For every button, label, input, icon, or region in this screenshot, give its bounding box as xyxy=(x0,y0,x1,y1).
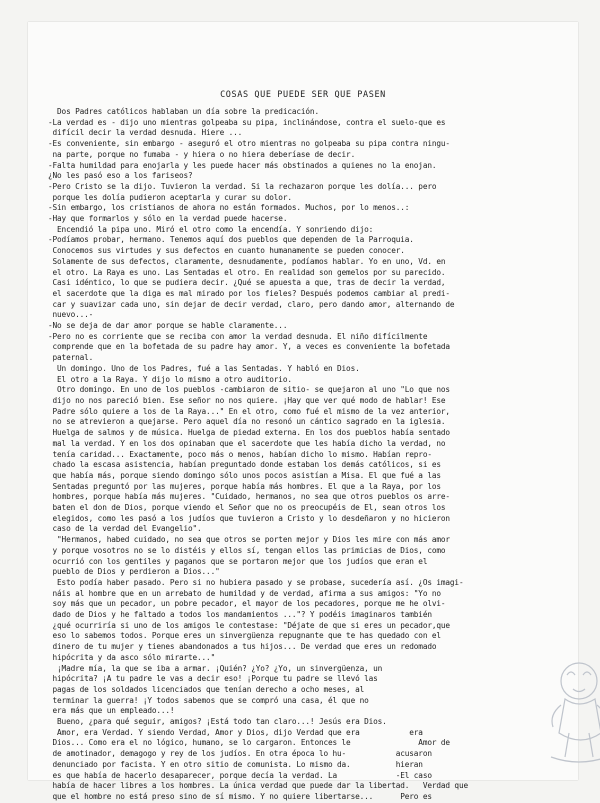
text-line: Amor, era Verdad. Y siendo Verdad, Amor y Dios, dijo Verdad que era era xyxy=(48,727,423,737)
text-line: que el hombre no está preso sino de sí mismo. Y no quiere libertarse... Pero es xyxy=(48,792,432,801)
text-line: -Pero Cristo se la dijo. Tuvieron la verdad. Si la rechazaron porque les dolía... pero xyxy=(48,181,437,191)
text-line: "Hermanos, habed cuidado, no sea que otros se porten mejor y Dios les mire con más amor xyxy=(48,535,450,545)
text-line: ¡Madre mía, la que se iba a armar. ¡Quién? ¿Yo? ¿Yo, un sinvergüenza, un xyxy=(48,663,383,673)
text-line: dinero de tu mujer y tienes abandonados a tus hijos... De verdad que eres un redomado xyxy=(48,642,437,652)
text-line: caso de la verdad del Evangelio". xyxy=(48,524,202,534)
text-line: y porque vosotros no se lo distéis y ellos sí, tengan ellos las primicias de Dios, como xyxy=(48,545,446,555)
text-line: de amotinador, demagogo y rey de los judíos. En otra época lo hu- acusaron xyxy=(48,749,432,759)
text-line: Bueno, ¿para qué seguir, amigos? ¡Está todo tan claro...! Jesús era Dios. xyxy=(48,717,387,727)
text-line: -La verdad es - dijo uno mientras golpeaba su pipa, inclinándose, contra el suelo-que es xyxy=(48,117,446,127)
text-line: el otro. La Raya es uno. Las Sentadas el otro. En realidad son gemelos por su parecido. xyxy=(48,267,446,277)
text-line: hombres, porque había más mujeres. "Cuidado, hermanos, no sea que otros pueblos os arre- xyxy=(48,492,450,502)
text-line: ¿qué ocurriría si uno de los amigos le contestase: "Déjate de que si eres un pecador,que xyxy=(48,620,450,630)
text-line: terminar la guerra! ¡Y todos sabemos que se compró una casa, él que no xyxy=(48,695,369,705)
document-title: COSAS QUE PUEDE SER QUE PASEN xyxy=(220,90,386,100)
text-line: Huelga de salmos y de música. Huelga de piedad externa. En los dos pueblos había sentado xyxy=(48,428,450,438)
text-line: Dos Padres católicos hablaban un día sobre la predicación. xyxy=(48,107,319,116)
text-line: es que había de hacerlo desaparecer, porque decía la verdad. La -El caso xyxy=(48,770,432,780)
text-line: -Sin embargo, los cristianos de ahora no están formados. Muchos, por lo menos..: xyxy=(48,203,410,213)
text-line: -Pero no es corriente que se reciba con amor la verdad desnuda. El niño difícilmente xyxy=(48,331,428,341)
text-line: que había más, porque siendo domingo sólo unos pocos asistían a Misa. El que fué a las xyxy=(48,470,441,480)
text-line: difícil decir la verdad desnuda. Hiere ... xyxy=(48,128,243,138)
text-line: baten el don de Dios, porque viendo el Señor que no os preocupéis de El, sean otros los xyxy=(48,503,446,513)
text-line: paternal. xyxy=(48,353,94,363)
cherub-sketch-icon xyxy=(531,653,600,773)
text-line: el sacerdote que la diga es mal mirado por los fieles? Después podemos cambiar al predi- xyxy=(48,288,450,298)
text-line: náis al hombre que en un arrebato de humildad y de verdad, afirma a sus amigos: "Yo no xyxy=(48,588,441,598)
text-line: Solamente de sus defectos, claramente, desnudamente, podíamos hablar. Yo en uno, Vd. en xyxy=(48,256,446,266)
text-line: elegidos, como les pasó a los judíos que tuvieron a Cristo y lo desdeñaron y no hicieron xyxy=(48,513,450,523)
text-line: Esto podía haber pasado. Pero si no hubiera pasado y se probase, sucedería así. ¿Os imagi- xyxy=(48,577,464,587)
text-line: soy más que un pecador, un pobre pecador, el mayor de los pecadores, porque me he olvi- xyxy=(48,599,446,609)
document-body xyxy=(48,107,578,803)
text-line: Dios... Como era el no lógico, humano, se lo cargaron. Entonces le Amor de xyxy=(48,738,450,748)
text-line: dado de Dios y he faltado a todos los mandamientos ..."? Y podéis imaginaros también xyxy=(48,610,432,620)
text-line: car y suavizar cada uno, sin dejar de decir verdad, claro, pero dando amor, alternando de xyxy=(48,299,455,309)
text-line: -Es conveniente, sin embargo - aseguró el otro mientras no golpeaba su pipa contra ningu- xyxy=(48,139,450,149)
text-line: ocurrió con los gentiles y paganos que se portaron mejor que los judíos que eran el xyxy=(48,556,428,566)
text-line: tenía caridad... Exactamente, poco más o menos, habían dicho lo mismo. Habían repro- xyxy=(48,449,432,459)
text-line: chado la escasa asistencia, habían preguntado donde estaban los demás católicos, si es xyxy=(48,460,441,470)
text-line: era más que un empleado...! xyxy=(48,706,175,716)
text-line: na parte, porque no fumaba - y hiera o no hiera deberíase de decir. xyxy=(48,149,356,159)
text-line: eso lo sabemos todos. Porque eres un sinvergüenza repugnante que te has quedado con el xyxy=(48,631,441,641)
text-line: Padre sólo quiere a los de la Raya..." En el otro, como fué el mismo de la vez anterior, xyxy=(48,406,450,416)
text-line: comprende que en la bofetada de su padre hay amor. Y, a veces es conveniente la bofetada xyxy=(48,342,450,352)
text-line: pueblo de Dios y perdieron a Dios..." xyxy=(48,567,220,577)
text-line: denunciado por facista. Y en otro sitio de comunista. Lo mismo da. hieran xyxy=(48,759,423,769)
text-line: Un domingo. Uno de los Padres, fué a las Sentadas. Y habló en Dios. xyxy=(48,363,360,373)
text-line: hipócrita? ¡A tu padre le vas a decir eso! ¡Porque tu padre se llevó las xyxy=(48,674,378,684)
text-line: mal la verdad. Y en los dos opinaban que el sacerdote que les había dicho la verdad, no xyxy=(48,438,446,448)
text-line: -No se deja de dar amor porque se hable claramente... xyxy=(48,321,288,331)
text-line: pagas de los soldados licenciados que tenían derecho a ocho meses, al xyxy=(48,684,365,694)
text-line: porque les dolía pudieron aceptarla y curar su dolor. xyxy=(48,192,292,202)
text-line: no se atrevieron a quejarse. Pero aquel día no resonó un cántico sagrado en la iglesia. xyxy=(48,417,446,427)
text-line: nuevo...- xyxy=(48,310,94,320)
text-line: había de hacer libres a los hombres. La única verdad que puede dar la libertad. Verdad que xyxy=(48,781,468,791)
text-line: -Falta humildad para enojarla y les puede hacer más obstinados a quienes no la enojan. xyxy=(48,160,437,170)
text-line: El otro a la Raya. Y dijo lo mismo a otro auditorio. xyxy=(48,374,292,384)
text-line: Casi idéntico, lo que se pudiera decir. ¿Qué se apuesta a que, tras de decir la verdad, xyxy=(48,278,446,288)
text-line: dijo no nos pareció bien. Ese señor no nos quiere. ¡Hay que ver qué modo de hablar! Ese xyxy=(48,395,446,405)
text-line: Otro domingo. En uno de los pueblos -cambiaron de sitio- se quejaron al uno "Lo que nos xyxy=(48,385,450,395)
text-line: -Podíamos probar, hermano. Tenemos aquí dos pueblos que dependen de la Parroquia. xyxy=(48,235,414,245)
text-line: Encendió la pipa uno. Miró el otro como la encendía. Y sonriendo dijo: xyxy=(48,224,374,234)
text-line: Conocemos sus virtudes y sus defectos en cuanto humanamente se pueden conocer. xyxy=(48,246,405,256)
document-page xyxy=(28,22,578,801)
text-line: -Hay que formarlos y sólo en la verdad puede hacerse. xyxy=(48,214,288,224)
text-line: Sentadas preguntó por las mujeres, porque había más hombres. El que a la Raya, por los xyxy=(48,481,441,491)
text-line: ¿No les pasó eso a los fariseos? xyxy=(48,171,193,181)
text-line: hipócrita y da asco sólo mirarte..." xyxy=(48,652,216,662)
